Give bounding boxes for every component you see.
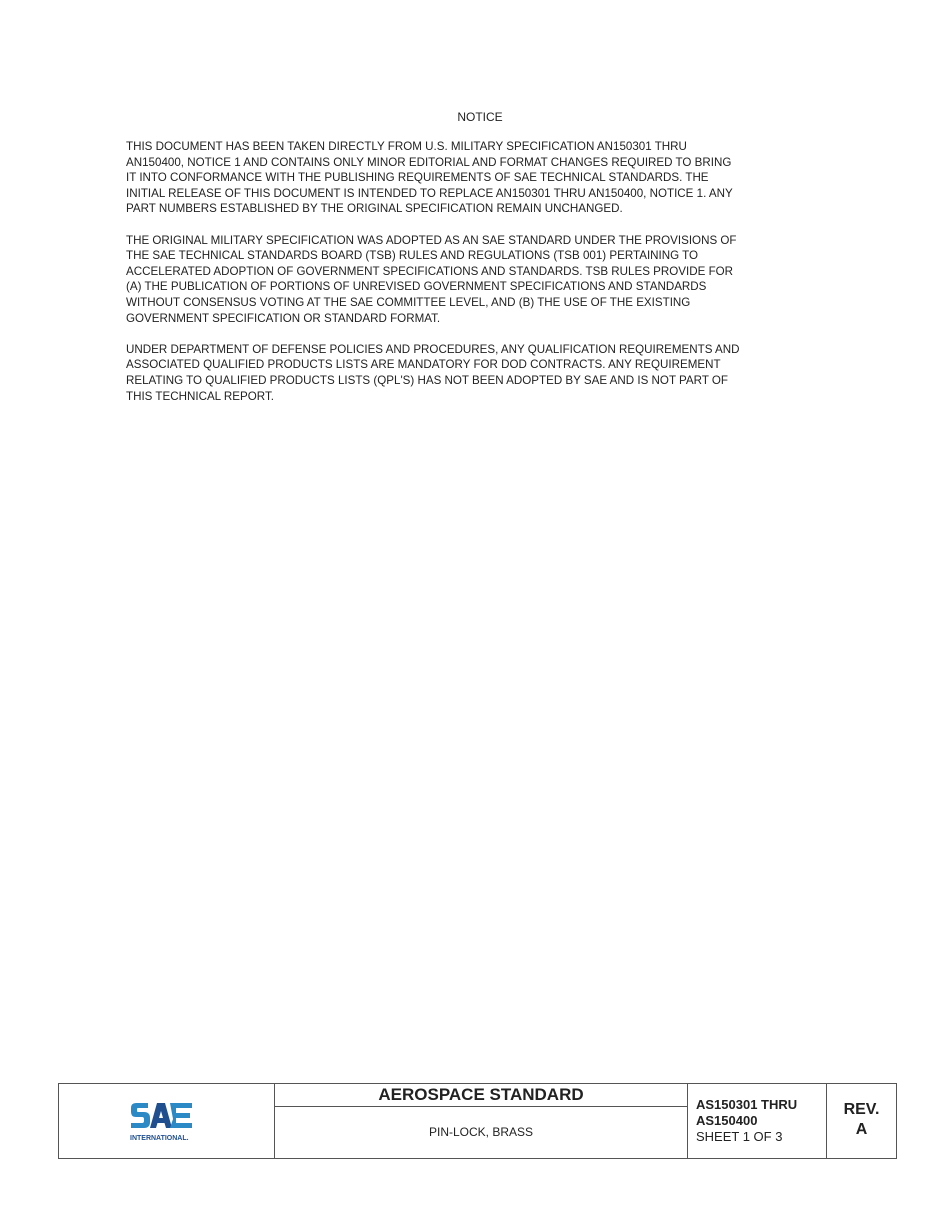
title-cell <box>275 1084 688 1158</box>
sheet-number: SHEET 1 OF 3 <box>696 1129 783 1144</box>
document-number-cell <box>688 1084 827 1158</box>
notice-heading: NOTICE <box>457 110 503 124</box>
document-subject: PIN-LOCK, BRASS <box>428 1125 534 1139</box>
standard-type: AEROSPACE STANDARD <box>275 1084 687 1107</box>
title-block <box>58 1083 897 1159</box>
revision-cell <box>827 1084 896 1158</box>
document-number-line-2: AS150400 <box>696 1113 758 1128</box>
logo-cell <box>59 1084 275 1158</box>
notice-paragraph-2: THE ORIGINAL MILITARY SPECIFICATION WAS ADOPTED AS AN SAE STANDARD UNDER THE PROVISIONS OF THE SAE TECHNICAL STANDARDS BOARD (TSB) RULES AND REGULATIONS (TSB 001) PERTAINING TO ACCELERATED ADOPTION OF GOVERNMENT SPECIFICATIONS AND STANDARDS. TSB RULES PROVIDE FOR (A) THE PUBLICATION OF PORTIONS OF UNREVISED GOVERNMENT SPECIFICATIONS AND STANDARDS WITHOUT CONSENSUS VOTING AT THE SAE COMMITTEE LEVEL, AND (B) THE USE OF THE EXISTING GOVERNMENT SPECIFICATION OR STANDARD FORMAT. <box>126 233 737 325</box>
notice-body <box>126 139 790 420</box>
revision-label: REV. <box>843 1101 880 1118</box>
document-number-line-1: AS150301 THRU <box>696 1097 798 1112</box>
notice-paragraph-3: UNDER DEPARTMENT OF DEFENSE POLICIES AND PROCEDURES, ANY QUALIFICATION REQUIREMENTS AND ASSOCIATED QUALIFIED PRODUCTS LISTS ARE MANDATORY FOR DOD CONTRACTS. ANY REQUIREMENT RELATING TO QUALIFIED PRODUCTS LISTS (QPL'S) HAS NOT BEEN ADOPTED BY SAE AND IS NOT PART OF THIS TECHNICAL REPORT. <box>126 342 740 403</box>
revision-value: A <box>855 1121 868 1138</box>
svg-text:INTERNATIONAL.: INTERNATIONAL. <box>130 1135 189 1142</box>
notice-paragraph-1: THIS DOCUMENT HAS BEEN TAKEN DIRECTLY FROM U.S. MILITARY SPECIFICATION AN150301 THRU AN150400, NOTICE 1 AND CONTAINS ONLY MINOR EDITORIAL AND FORMAT CHANGES REQUIRED TO BRING IT INTO CONFORMANCE WITH THE PUBLISHING REQUIREMENTS OF SAE TECHNICAL STANDARDS. THE INITIAL RELEASE OF THIS DOCUMENT IS INTENDED TO REPLACE AN150301 THRU AN150400, NOTICE 1. ANY PART NUMBERS ESTABLISHED BY THE ORIGINAL SPECIFICATION REMAIN UNCHANGED. <box>126 140 733 216</box>
sae-international-logo <box>130 1099 198 1143</box>
